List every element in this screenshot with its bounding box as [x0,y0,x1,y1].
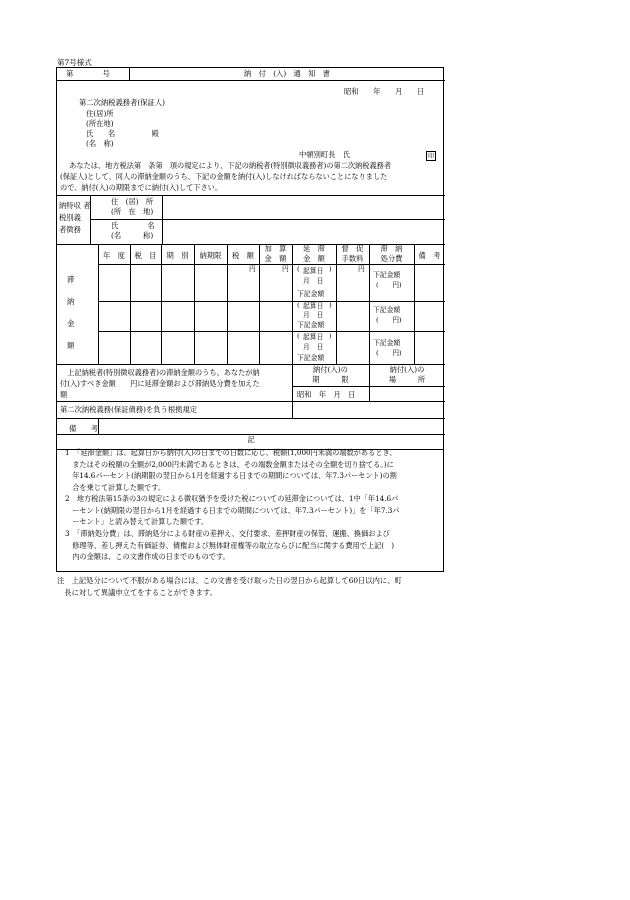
divider [57,401,292,402]
col-header-disposal-cost: 滞 納 処分費 [380,244,403,263]
seal-stamp: 印 [427,153,434,160]
recipient-address-alt: (所在地) [86,119,114,128]
divider [292,386,445,387]
document-number-label: 第 号 [66,69,110,78]
disposal-yen-label: ( 円) [376,349,402,357]
yen-unit: 円 [249,265,256,273]
document-title: 納 付 (入) 通 知 書 [244,69,330,78]
summary-line-3: 額 [60,390,68,399]
amount-below-label: 下記金額 [297,321,325,329]
divider [414,244,415,364]
appeal-notice: 注 上記処分について不服がある場合には、この文書を受け取った日の翌日から起算して60日以内に、町 長に対して異議申立てをすることができます。 [57,576,402,597]
divider [57,418,445,419]
notice-form [56,67,444,450]
col-header-demand-fee: 督 促 手数料 [341,244,364,263]
delinquency-start-label: 起算日 [303,302,324,310]
divider [98,264,445,265]
divider [194,244,195,364]
amount-below-label: 下記金額 [297,354,325,362]
bracket-open: ( [297,301,300,309]
taxpayer-side-label-2: 税別義 [59,213,81,222]
legal-basis-label: 第二次納税義務(保証債務)を負う根拠規定 [60,405,198,414]
bracket-close: ) [329,332,332,340]
col-header-tax-item: 税 目 [134,251,157,260]
delinquency-start-label: 起算日 [303,333,324,341]
note-item-3: 3 「滞納処分費」は、滞納処分による財産の差押え、交付要求、差押財産の保管、運搬、換価および 修理等、差し押えた有価証券、債権および無体財産権等の取立ならびに配当に関する費用で上記( ) 内の金額は、この文書作成の日までのものです。 [65,529,395,561]
summary-line-2: 付(入)すべき金額 円に延滞金額および滞納処分費を加えた [60,379,260,388]
divider [98,301,445,302]
bracket-open: ( [297,265,300,273]
taxpayer-address-alt: (所 在 地) [111,207,154,216]
bracket-close: ) [329,265,332,273]
amount-below-label: 下記金額 [297,290,325,298]
disposal-below-label: 下記金額 [373,306,401,314]
delinquency-date-label: 月 日 [303,277,324,285]
yen-unit: 円 [282,265,289,273]
recipient-role: 第二次納税義務者(保証人) [79,98,165,107]
recipient-name-label: 氏 名 殿 [86,129,159,138]
issuer-label: 中頓別町長 氏 [299,150,402,159]
notes-box [56,433,444,572]
notice-line-3: ので、納付(入)の期限までに納付(入)して下さい。 [60,183,223,192]
taxpayer-address-label: 住 (居) 所 [111,197,154,206]
disposal-yen-label: ( 円) [376,281,402,289]
note-item-2: 2 地方税法第15条の3の規定による徴収猶予を受けた税についての延滞金については、1中「年14.6パ ーセント(納期限の翌日から1月を経過する日までの期間については、年7.3パーセント)」を「年7.3パ ーセント」と読み替えて計算した額です。 [65,494,400,526]
divider [161,244,162,364]
divider [98,418,99,434]
recipient-name-alt: (名 称) [86,139,114,148]
disposal-yen-label: ( 円) [376,316,402,324]
delinquency-side-label-2: 納 [67,297,75,306]
divider [90,219,445,220]
delinquency-start-label: 起算日 [303,267,324,275]
col-header-period: 期 別 [166,251,189,260]
divider [57,195,445,196]
remarks-label: 備 考 [69,424,99,433]
divider [227,244,228,364]
summary-line-1: 上記納税者(特別徴収義務者)の滞納金額のうち、あなたが納 [60,368,260,377]
notes-heading: 記 [247,435,255,444]
yen-unit: 円 [358,265,365,273]
recipient-address-label: 住(居)所 [86,109,114,118]
form-number-label: 第7号様式 [57,58,92,67]
col-header-late-fee: 延 滞 金 額 [303,244,325,263]
col-header-tax-amount: 税 額 [232,251,254,260]
notice-line-2: (保証人)として、同人の滞納金額のうち、下記の金額を納付(入)しなければならないことになりました [60,172,388,181]
issue-date: 昭和 年 月 日 [344,87,425,96]
col-header-remarks: 備 考 [418,251,441,260]
divider [98,244,99,364]
bracket-open: ( [297,332,300,340]
divider [130,244,131,364]
taxpayer-name-label: 氏 名 [111,221,155,230]
divider [57,80,445,81]
delinquency-side-label-4: 額 [67,341,75,350]
note-item-1: 1 「延滞金額」は、起算日から納付(入)の日までの日数に応じ、税額(1,000円未満の端数があるとき、 またはその税額の全額が2,000円未満であるときは、その端数金額またはその全額を切り捨てる。)に 年14.6パーセント(納期限の翌日から1月を経過する日までの期間については、年7.3パーセント)の割 合を乗じて計算した額です。 [65,448,397,492]
delinquency-date-label: 月 日 [303,311,324,319]
disposal-below-label: 下記金額 [373,271,401,279]
col-header-additional: 加 算 金 額 [264,244,287,263]
delinquency-date-label: 月 日 [303,343,324,351]
delinquency-side-label-3: 金 [67,319,75,328]
deadline-value: 昭和 年 月 日 [297,390,356,399]
col-header-year: 年 度 [103,251,125,260]
divider [98,331,445,332]
taxpayer-name-alt: (名 称) [111,231,154,240]
col-header-due-date: 納期限 [199,251,222,260]
deadline-label: 納付(入)の 期 限 [312,365,349,384]
notice-line-1: あなたは、地方税法第 条第 項の規定により、下記の納税者(特別徴収義務者)の第二次納税義務者 [62,161,392,170]
taxpayer-side-label-3: 者徴務 [59,225,81,234]
bracket-close: ) [329,301,332,309]
disposal-below-label: 下記金額 [373,339,401,347]
delinquency-side-label-1: 滞 [67,275,75,284]
payment-place-label: 納付(入)の 場 所 [388,365,426,384]
taxpayer-side-label-1: 納特収 者 [59,201,91,210]
divider [292,401,445,402]
